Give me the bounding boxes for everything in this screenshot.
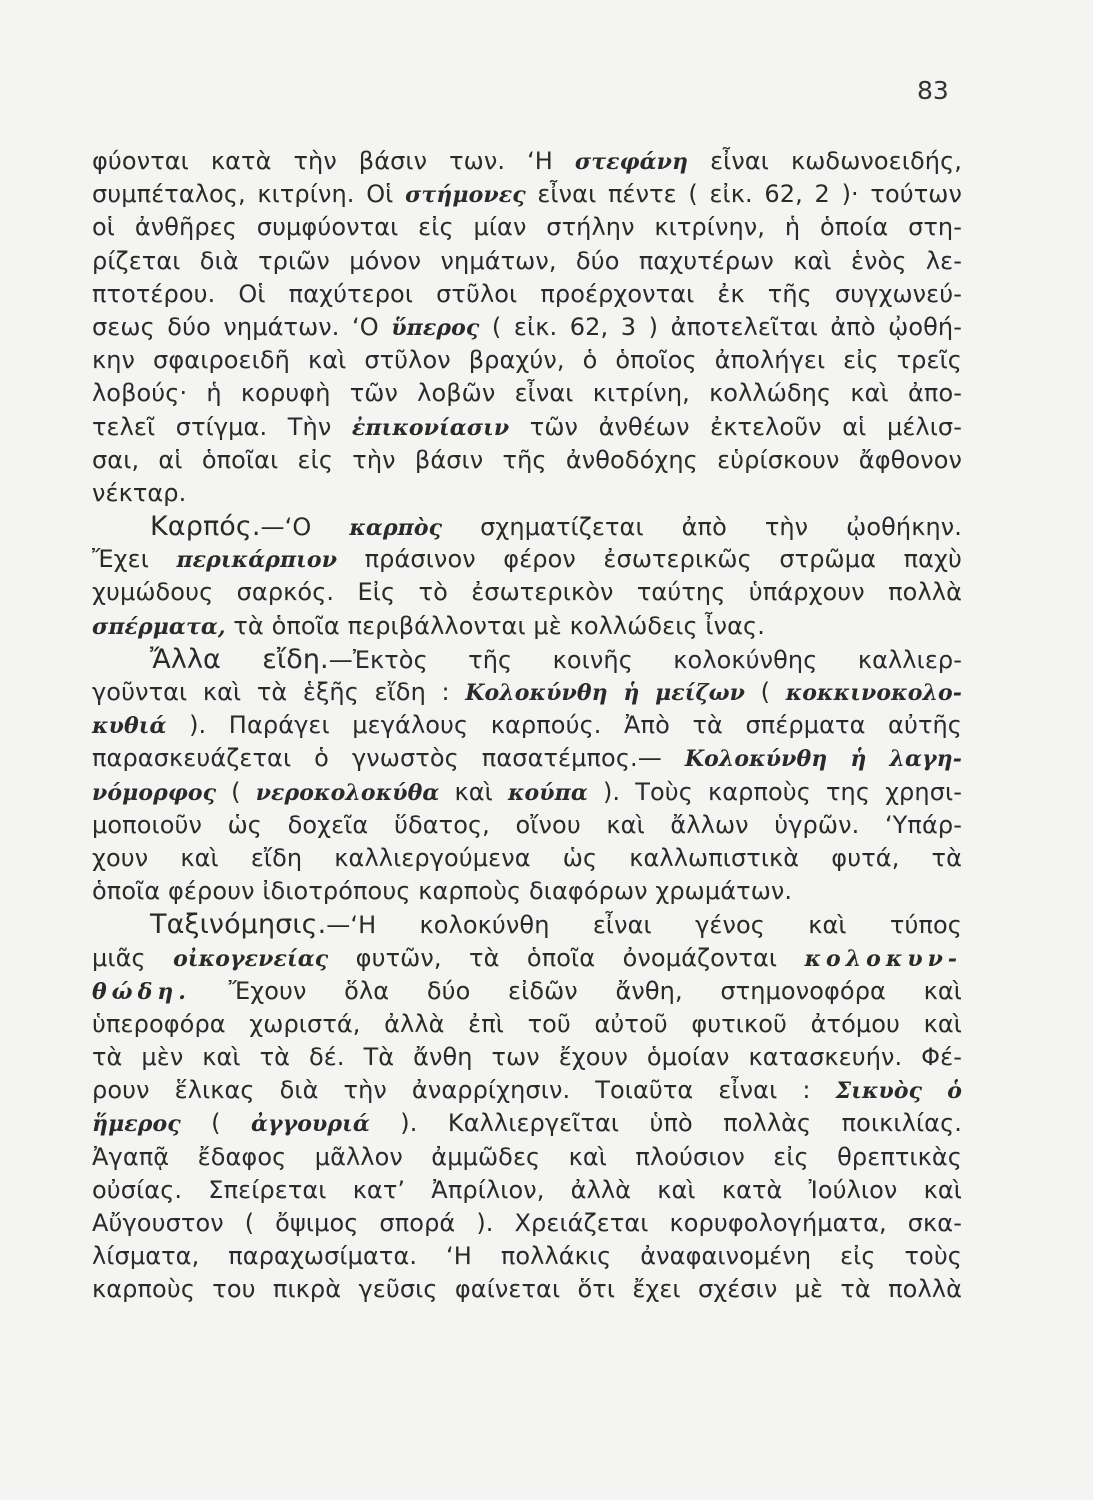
text-line: [92, 1174, 962, 1207]
text-line: [92, 742, 962, 775]
text-run: ρίζεται διὰ τριῶν μόνον νημάτων, δύο παχυτέρων καὶ ἑνὸς λε-: [92, 246, 962, 275]
text-line: [92, 709, 962, 742]
text-run: ). Τοὺς καρποὺς της χρησι-: [587, 777, 962, 806]
text-run: γοῦνται καὶ τὰ ἑξῆς εἴδη :: [92, 678, 466, 706]
emphasized-term: κούπα: [507, 779, 588, 806]
text-run: ὑπεροφόρα χωριστά, ἀλλὰ ἐπὶ τοῦ αὐτοῦ φυτικοῦ ἀτόμου καὶ: [92, 1009, 962, 1038]
text-run: πτοτέρου. Οἱ παχύτεροι στῦλοι προέρχονται ἐκ τῆς συγχωνεύ-: [92, 279, 962, 308]
emphasized-term: κολοκυν-: [804, 945, 962, 972]
text-line: [92, 145, 962, 178]
text-line: [92, 1107, 962, 1140]
text-run: κην σφαιροειδῆ καὶ στῦλον βραχύν, ὁ ὁποῖος ἀπολήγει εἰς τρεῖς: [92, 346, 962, 375]
emphasized-term: κοκκινοκολο-: [785, 680, 963, 706]
text-line: [92, 344, 962, 377]
text-run: Ἀγαπᾷ ἔδαφος μᾶλλον ἀμμῶδες καὶ πλούσιον εἰς θρεπτικὰς: [92, 1142, 962, 1171]
text-line: [92, 643, 962, 676]
text-line: [92, 676, 962, 709]
emphasized-term: περικάρπιον: [176, 547, 338, 574]
text-run: καὶ: [439, 777, 508, 806]
page-number: 83: [917, 76, 949, 105]
text-run: εἶναι κωδωνοειδής,: [688, 147, 962, 175]
text-line: [92, 178, 962, 211]
emphasized-term: σπέρματα,: [92, 613, 226, 640]
text-run: —Ἐκτὸς τῆς κοινῆς κολοκύνθης καλλιερ-: [328, 645, 962, 674]
emphasized-term: νόμορφος: [92, 779, 217, 806]
text-run: λίσματα, παραχωσίματα. ‘Η πολλάκις ἀναφαινομένη εἰς τοὺς: [92, 1242, 962, 1271]
text-line: [92, 610, 962, 643]
text-run: Ἔχουν ὅλα δύο εἰδῶν ἄνθη, στημονοφόρα καὶ: [190, 976, 962, 1005]
text-run: πράσινον φέρον ἐσωτερικῶς στρῶμα παχὺ: [337, 545, 962, 574]
text-run: παρασκευάζεται ὁ γνωστὸς πασατέμπος.—: [92, 744, 685, 773]
text-line: [92, 576, 962, 609]
text-run: Αὔγουστον ( ὄψιμος σπορά ). Χρειάζεται κορυφολογήματα, σκα-: [92, 1209, 962, 1237]
text-line: [92, 311, 962, 344]
text-run: μοποιοῦν ὡς δοχεῖα ὕδατος, οἴνου καὶ ἄλλων ὑγρῶν. ‘Υπάρ-: [92, 810, 962, 839]
emphasized-term: ἥμερος: [92, 1111, 181, 1138]
text-line: [92, 245, 962, 278]
text-run: καρποὺς του πικρὰ γεῦσις φαίνεται ὅτι ἔχει σχέσιν μὲ τὰ πολλὰ: [92, 1275, 962, 1304]
text-run: ρουν ἕλικας διὰ τὴν ἀναρρίχησιν. Τοιαῦτα εἶναι :: [92, 1076, 836, 1105]
text-run: σαι, αἱ ὁποῖαι εἰς τὴν βάσιν τῆς ἀνθοδόχης εὑρίσκουν ἄφθονον: [92, 445, 962, 474]
emphasized-term: θώδη.: [92, 978, 191, 1005]
text-run: εἶναι πέντε ( εἰκ. 62, 2 )· τούτων: [525, 180, 962, 209]
text-run: (: [745, 678, 786, 706]
text-line: [92, 1008, 962, 1041]
text-line: [92, 477, 962, 510]
section-heading: Ἄλλα εἴδη.: [150, 643, 329, 675]
body-text: [92, 145, 962, 1307]
text-run: ). Παράγει μεγάλους καρπούς. Ἀπὸ τὰ σπέρματα αὐτῆς: [166, 711, 962, 740]
text-line: [92, 1074, 962, 1107]
text-run: τὰ ὁποῖα περιβάλλονται μὲ κολλώδεις ἶνας.: [225, 611, 765, 640]
text-run: οἱ ἀνθῆρες συμφύονται εἰς μίαν στήλην κιτρίνην, ἡ ὁποία στη-: [92, 213, 962, 242]
text-run: τελεῖ στίγμα. Τὴν: [92, 412, 352, 441]
section-heading: Ταξινόμησις.: [150, 909, 327, 941]
emphasized-term: στεφάνη: [574, 149, 689, 175]
text-run: ( εἰκ. 62, 3 ) ἀποτελεῖται ἀπὸ ᾠοθή-: [479, 312, 962, 341]
text-line: [92, 908, 962, 941]
text-line: [92, 377, 962, 410]
text-line: [92, 211, 962, 244]
text-line: [92, 842, 962, 875]
emphasized-term: ὕπερος: [391, 314, 480, 341]
text-run: Ἔχει: [92, 545, 177, 574]
emphasized-term: κυθιά: [92, 713, 167, 740]
text-line: [92, 1273, 962, 1306]
text-line: [92, 975, 962, 1008]
text-line: [92, 809, 962, 842]
text-run: λοβούς· ἡ κορυφὴ τῶν λοβῶν εἶναι κιτρίνη, κολλώδης καὶ ἀπο-: [92, 379, 962, 408]
section-heading: Καρπός.: [150, 511, 261, 543]
emphasized-term: οἰκογενείας: [173, 945, 329, 972]
text-line: [92, 1141, 962, 1174]
text-run: τῶν ἀνθέων ἐκτελοῦν αἱ μέλισ-: [509, 412, 962, 441]
text-run: χουν καὶ εἴδη καλλιεργούμενα ὡς καλλωπιστικὰ φυτά, τὰ: [92, 843, 962, 872]
text-run: τὰ μὲν καὶ τὰ δέ. Τὰ ἄνθη των ἔχουν ὁμοίαν κατασκευήν. Φέ-: [92, 1043, 962, 1072]
emphasized-term: Κολοκύνθη ἡ λαγη-: [684, 746, 962, 773]
emphasized-term: νεροκολοκύθα: [255, 779, 440, 806]
text-run: σχηματίζεται ἀπὸ τὴν ᾠοθήκην.: [442, 513, 962, 542]
text-run: φυτῶν, τὰ ὁποῖα ὀνομάζονται: [328, 943, 805, 972]
emphasized-term: καρπὸς: [349, 515, 443, 542]
text-run: χυμώδους σαρκός. Εἰς τὸ ἐσωτερικὸν ταύτης ὑπάρχουν πολλὰ: [92, 578, 962, 607]
text-run: νέκταρ.: [92, 478, 187, 507]
text-run: —‘Η κολοκύνθη εἶναι γένος καὶ τύπος: [326, 911, 962, 940]
text-run: φύονται κατὰ τὴν βάσιν των. ‘Η: [92, 147, 575, 175]
text-run: ). Καλλιεργεῖται ὑπὸ πολλὰς ποικιλίας.: [369, 1109, 962, 1138]
text-line: [92, 942, 962, 975]
text-line: [92, 1240, 962, 1273]
text-run: συμπέταλος, κιτρίνη. Οἱ: [92, 180, 406, 209]
emphasized-term: Σικυὸς ὁ: [835, 1078, 962, 1105]
text-line: [92, 776, 962, 809]
text-line: [92, 411, 962, 444]
text-line: [92, 543, 962, 576]
emphasized-term: ἐπικονίασιν: [351, 414, 510, 441]
emphasized-term: Κολοκύνθη ἡ μείζων: [465, 680, 746, 706]
text-line: [92, 510, 962, 543]
emphasized-term: ἀγγουριά: [251, 1111, 370, 1138]
text-run: ὁποῖα φέρουν ἰδιοτρόπους καρποὺς διαφόρων χρωμάτων.: [92, 877, 793, 906]
text-run: σεως δύο νημάτων. ‘Ο: [92, 312, 392, 341]
emphasized-term: στήμονες: [405, 182, 526, 209]
text-line: [92, 444, 962, 477]
text-run: μιᾶς: [92, 943, 174, 972]
text-run: (: [216, 777, 256, 806]
text-line: [92, 278, 962, 311]
text-line: [92, 1207, 962, 1240]
text-run: —‘Ο: [260, 513, 350, 542]
text-run: οὐσίας. Σπείρεται κατ’ Ἀπρίλιον, ἀλλὰ καὶ κατὰ Ἰούλιον καὶ: [92, 1175, 962, 1204]
text-run: (: [180, 1109, 251, 1138]
text-line: [92, 875, 962, 908]
text-line: [92, 1041, 962, 1074]
